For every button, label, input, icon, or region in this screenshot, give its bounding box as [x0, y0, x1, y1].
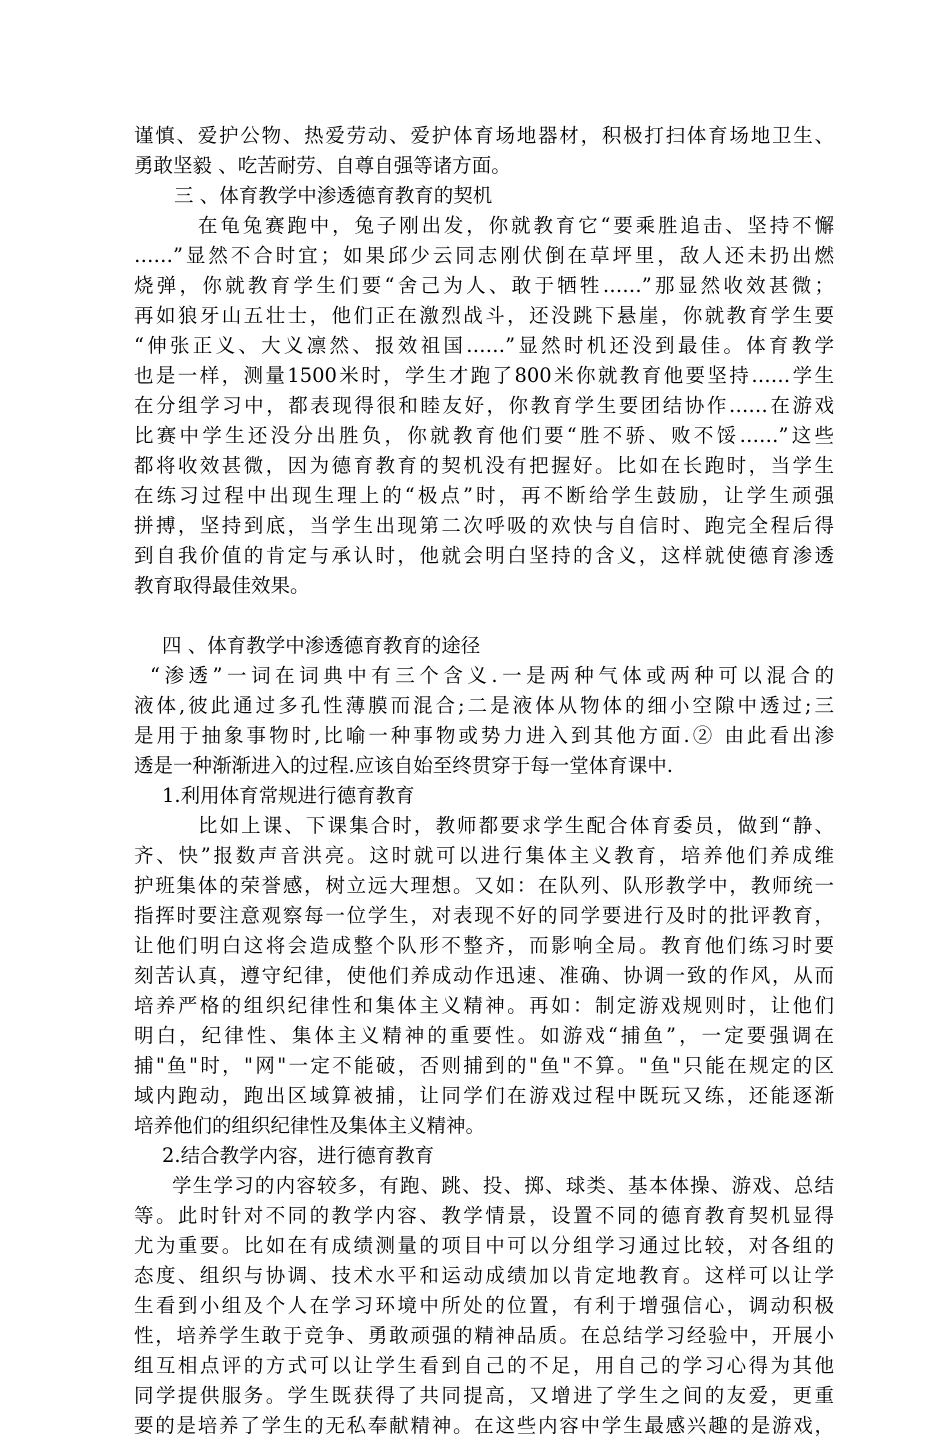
text-line: 刻苦认真，遵守纪律，使他们养成动作迅速、准确、协调一致的作风，从而 [134, 964, 834, 987]
text-line: 比赛中学生还没分出胜负，你就教育他们要“胜不骄、败不馁……”这些 [134, 424, 834, 447]
text-line: 性，培养学生敢于竞争、勇敢顽强的精神品质。在总结学习经验中，开展小 [134, 1324, 834, 1347]
text-line: 在龟兔赛跑中，兔子刚出发，你就教育它“要乘胜追击、坚持不懈 [198, 214, 834, 237]
text-line: 态度、组织与协调、技术水平和运动成绩加以肯定地教育。这样可以让学 [134, 1264, 834, 1287]
text-line: 培养严格的组织纪律性和集体主义精神。再如：制定游戏规则时，让他们 [134, 994, 834, 1017]
text-line: 是用于抽象事物时,比喻一种事物或势力进入到其他方面.② 由此看出渗 [134, 724, 834, 747]
text-line: 拼搏，坚持到底，当学生出现第二次呼吸的欢快与自信时、跑完全程后得 [134, 514, 834, 537]
text-line: 护班集体的荣誉感，树立远大理想。又如：在队列、队形教学中，教师统一 [134, 874, 834, 897]
subsection-heading: 1.利用体育常规进行德育教育 [162, 784, 415, 807]
text-line: 在分组学习中，都表现得很和睦友好，你教育学生要团结协作……在游戏 [134, 394, 834, 417]
text-line: 等。此时针对不同的教学内容、教学情景，设置不同的德育教育契机显得 [134, 1204, 834, 1227]
text-line: 液体,彼此通过多孔性薄膜而混合;二是液体从物体的细小空隙中透过;三 [134, 694, 834, 717]
section-heading: 四 、体育教学中渗透德育教育的途径 [162, 634, 481, 657]
text-line: 齐、快”报数声音洪亮。这时就可以进行集体主义教育，培养他们养成维 [134, 844, 834, 867]
text-line: 捕"鱼"时，"网"一定不能破，否则捕到的"鱼"不算。"鱼"只能在规定的区 [134, 1054, 834, 1077]
text-line: 指挥时要注意观察每一位学生，对表现不好的同学要进行及时的批评教育， [134, 904, 834, 927]
text-line: ……”显然不合时宜；如果邱少云同志刚伏倒在草坪里，敌人还未扔出燃 [134, 244, 834, 267]
text-line: 到自我价值的肯定与承认时，他就会明白坚持的含义，这样就使德育渗透 [134, 544, 834, 567]
text-line: 同学提供服务。学生既获得了共同提高，又增进了学生之间的友爱，更重 [134, 1384, 834, 1407]
text-line: 烧弹，你就教育学生们要“舍己为人、敢于牺牲……”那显然收效甚微； [134, 274, 834, 297]
document-page [134, 121, 834, 1441]
text-line: 在练习过程中出现生理上的“极点”时，再不断给学生鼓励，让学生顽强 [134, 484, 834, 507]
text-line: 透是一种渐渐进入的过程.应该自始至终贯穿于每一堂体育课中. [134, 754, 673, 777]
text-line: 尤为重要。比如在有成绩测量的项目中可以分组学习通过比较，对各组的 [134, 1234, 834, 1257]
text-line: “渗透”一词在词典中有三个含义.一是两种气体或两种可以混合的 [150, 664, 834, 687]
subsection-heading: 2.结合教学内容，进行德育教育 [162, 1144, 435, 1167]
text-line: 勇敢坚毅 、吃苦耐劳、自尊自强等诸方面。 [134, 154, 511, 177]
text-line: 培养他们的组织纪律性及集体主义精神。 [134, 1114, 486, 1137]
text-line: 让他们明白这将会造成整个队形不整齐，而影响全局。教育他们练习时要 [134, 934, 834, 957]
section-heading: 三 、体育教学中渗透德育教育的契机 [174, 184, 493, 207]
text-line: 要的是培养了学生的无私奉献精神。在这些内容中学生最感兴趣的是游戏， [134, 1414, 834, 1437]
text-line: 生看到小组及个人在学习环境中所处的位置，有利于增强信心，调动积极 [134, 1294, 834, 1317]
text-line: 谨慎、爱护公物、热爱劳动、爱护体育场地器材，积极打扫体育场地卫生、 [134, 124, 834, 147]
text-line: 组互相点评的方式可以让学生看到自己的不足，用自己的学习心得为其他 [134, 1354, 834, 1377]
text-line: 再如狼牙山五壮士，他们正在激烈战斗，还没跳下悬崖，你就教育学生要 [134, 304, 834, 327]
text-line: “伸张正义、大义凛然、报效祖国……”显然时机还没到最佳。体育教学 [134, 334, 834, 357]
text-line: 学生学习的内容较多，有跑、跳、投、掷、球类、基本体操、游戏、总结 [172, 1174, 834, 1197]
paragraph-gap [134, 601, 834, 631]
text-line: 教育取得最佳效果。 [134, 574, 310, 597]
text-line: 比如上课、下课集合时，教师都要求学生配合体育委员，做到“静、 [198, 814, 834, 837]
text-line: 域内跑动，跑出区域算被捕，让同学们在游戏过程中既玩又练，还能逐渐 [134, 1084, 834, 1107]
text-line: 都将收效甚微，因为德育教育的契机没有把握好。比如在长跑时，当学生 [134, 454, 834, 477]
text-line: 也是一样，测量1500米时，学生才跑了800米你就教育他要坚持……学生 [134, 364, 834, 387]
text-line: 明白，纪律性、集体主义精神的重要性。如游戏“捕鱼”，一定要强调在 [134, 1024, 834, 1047]
